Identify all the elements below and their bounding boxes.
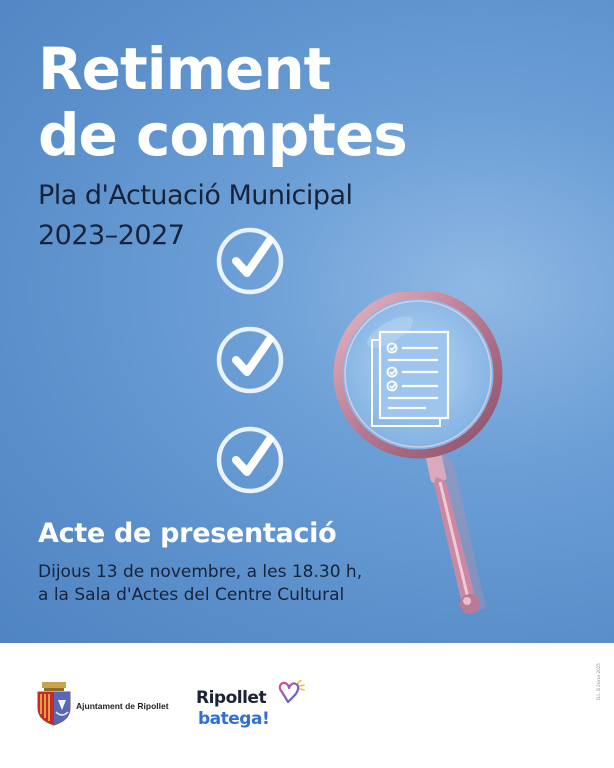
brand-line-1: Ripollet (196, 688, 267, 708)
brand-line-2: batega! (198, 709, 270, 729)
heart-icon (276, 680, 306, 706)
institution-label: Ajuntament de Ripollet (76, 701, 169, 711)
municipal-crest-icon (36, 682, 72, 726)
checklist-document-icon (372, 332, 448, 426)
event-date-line: Dijous 13 de novembre, a les 18.30 h, (38, 562, 363, 582)
check-circle-icon (215, 226, 285, 296)
subtitle-line-1: Pla d'Actuació Municipal (38, 180, 353, 211)
check-circle-icon (215, 325, 285, 395)
check-circle-icon (215, 425, 285, 495)
subtitle-line-2: 2023–2027 (38, 220, 185, 251)
event-heading: Acte de presentació (38, 518, 337, 549)
title-line-1: Retiment (38, 35, 331, 103)
title-line-2: de comptes (38, 101, 407, 169)
event-venue-line: a la Sala d'Actes del Centre Cultural (38, 585, 345, 605)
legal-deposit-text: D.L. B 2xxxx-2025 (596, 663, 601, 700)
